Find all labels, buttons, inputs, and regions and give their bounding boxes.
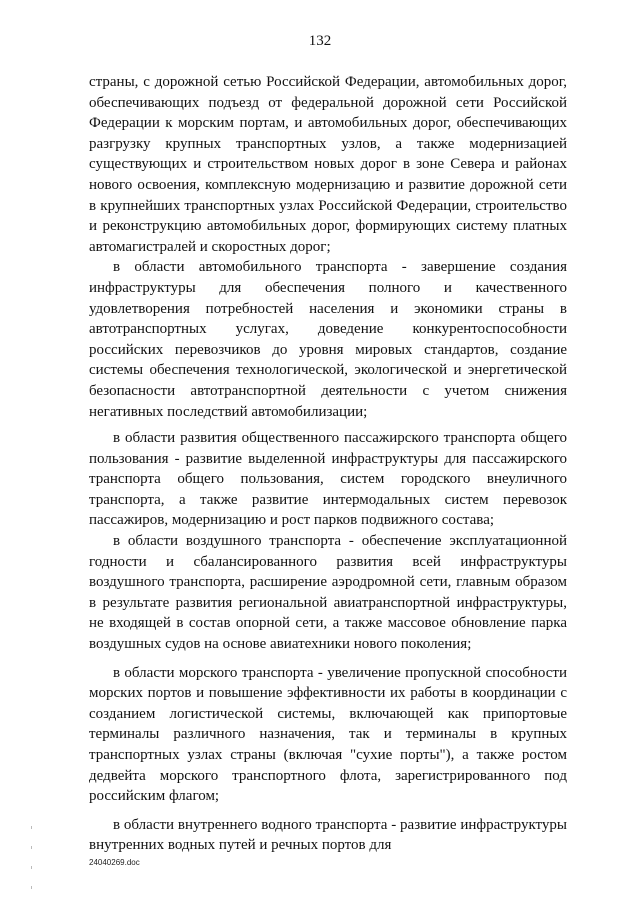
margin-mark [31,846,32,849]
page-number: 132 [308,33,332,49]
margin-mark [31,826,32,829]
document-body [89,72,567,856]
paragraph-air-transport: в области воздушного транспорта - обеспечение эксплуатационной годности и сбалансированного развития всей инфраструктуры воздушного транспорта, расширение аэродромной сети, главным образом в результате развития региональной авиатранспортной инфраструктуры, не входящей в состав опорной сети, а также массовое обновление парка воздушных судов на основе авиатехники нового поколения; [89,533,567,653]
paragraph-sea-transport: в области морского транспорта - увеличение пропускной способности морских портов и повышение эффективности их работы в координации с созданием логистической системы, включающей как припортовые терминалы различного назначения, так и терминалы в крупных транспортных узлах страны (включая "сухие порты"), а также ростом дедвейта морского транспортного флота, зарегистрированного под российским флагом; [89,664,567,805]
margin-mark [31,886,32,889]
paragraph-automobile-transport: в области автомобильного транспорта - завершение создания инфраструктуры для обеспечения полного и качественного удовлетворения потребностей населения и экономики страны в автотранспортных услугах, доведение конкурентоспособности российских перевозчиков до уровня мировых стандартов, создание системы обеспечения технологической, экологической и энергетической безопасности автотранспортной деятельности с учетом снижения негативных последствий автомобилизации; [89,259,567,420]
paragraph-inland-water-transport: в области внутреннего водного транспорта - развитие инфраструктуры внутренних водных путей и речных портов для [89,816,567,854]
margin-mark [31,866,32,869]
document-footer-code: 24040269.doc [89,858,140,867]
paragraph-roads-continued: страны, с дорожной сетью Российской Федерации, автомобильных дорог, обеспечивающих подъезд от федеральной дорожной сети Российской Федерации к морским портам, и автомобильных дорог, обеспечивающих разгрузку крупных транспортных узлов, а также модернизацией существующих и строительством новых дорог в зоне Севера и районах нового освоения, комплексную модернизацию и развитие дорожной сети в крупнейших транспортных узлах Российской Федерации, строительство и реконструкцию автомобильных дорог, формирующих систему платных автомагистралей и скоростных дорог; [89,74,567,255]
paragraph-public-transport: в области развития общественного пассажирского транспорта общего пользования - развитие выделенной инфраструктуры для пассажирского транспорта общего пользования, систем городского внеуличного транспорта, а также развитие интермодальных систем перевозок пассажиров, модернизацию и рост парков подвижного состава; [89,430,567,529]
